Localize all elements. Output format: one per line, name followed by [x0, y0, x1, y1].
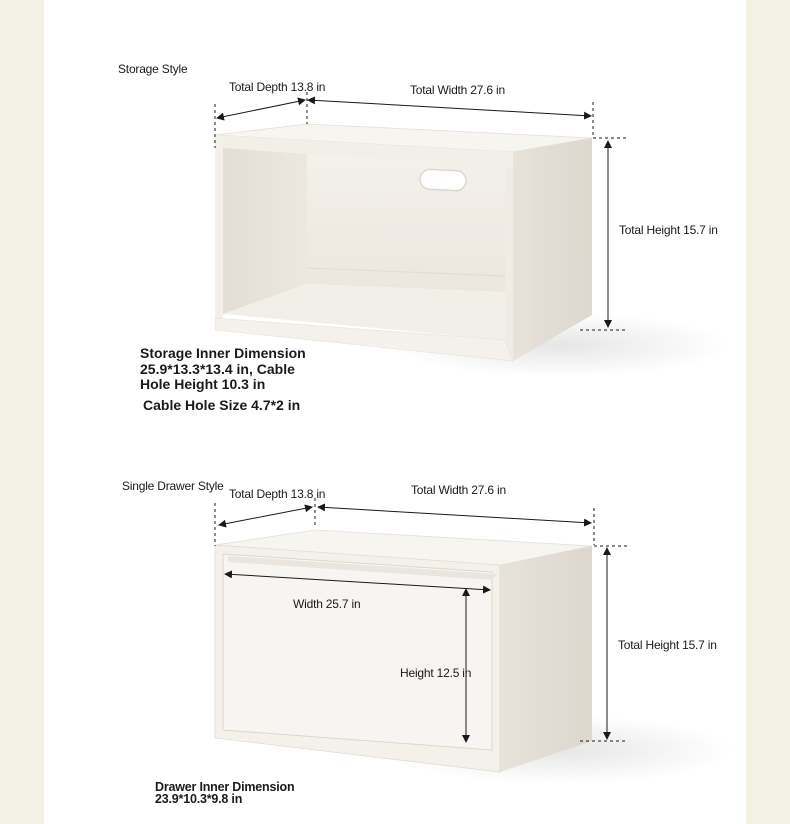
drawer-inner-height-label: Height 12.5 in [400, 666, 472, 680]
storage-inner-right-panel [505, 166, 513, 361]
drawer-inner-dimension-line1: Drawer Inner Dimension [155, 780, 295, 794]
storage-width-label: Total Width 27.6 in [410, 83, 505, 97]
drawer-depth-label: Total Depth 13.8 in [229, 487, 326, 501]
storage-depth-label: Total Depth 13.8 in [229, 80, 326, 94]
cable-hole [420, 169, 467, 191]
drawer-style-title: Single Drawer Style [122, 479, 224, 493]
storage-style-title: Storage Style [118, 62, 188, 76]
storage-depth-arrow [217, 100, 305, 118]
storage-inner-dimension-line2: 25.9*13.3*13.4 in, Cable [140, 360, 295, 377]
drawer-cabinet [215, 530, 735, 784]
drawer-face [223, 554, 492, 750]
drawer-inner-width-label: Width 25.7 in [293, 597, 361, 611]
drawer-height-label: Total Height 15.7 in [618, 638, 717, 652]
drawer-width-arrow [318, 507, 591, 523]
cable-hole-size-label: Cable Hole Size 4.7*2 in [143, 397, 301, 413]
drawer-depth-arrow [219, 507, 312, 525]
storage-width-arrow [308, 100, 591, 116]
storage-height-label: Total Height 15.7 in [619, 223, 718, 237]
drawer-inner-dimension-line2: 23.9*10.3*9.8 in [155, 791, 243, 806]
storage-inner-back-wall [307, 154, 505, 292]
storage-left-panel [215, 135, 223, 330]
storage-inner-dimension-line3: Hole Height 10.3 in [140, 376, 266, 392]
storage-cabinet [215, 124, 730, 377]
drawer-width-label: Total Width 27.6 in [411, 483, 506, 497]
drawer-right-side [500, 546, 592, 772]
storage-inner-dimension-line1: Storage Inner Dimension [140, 345, 306, 361]
